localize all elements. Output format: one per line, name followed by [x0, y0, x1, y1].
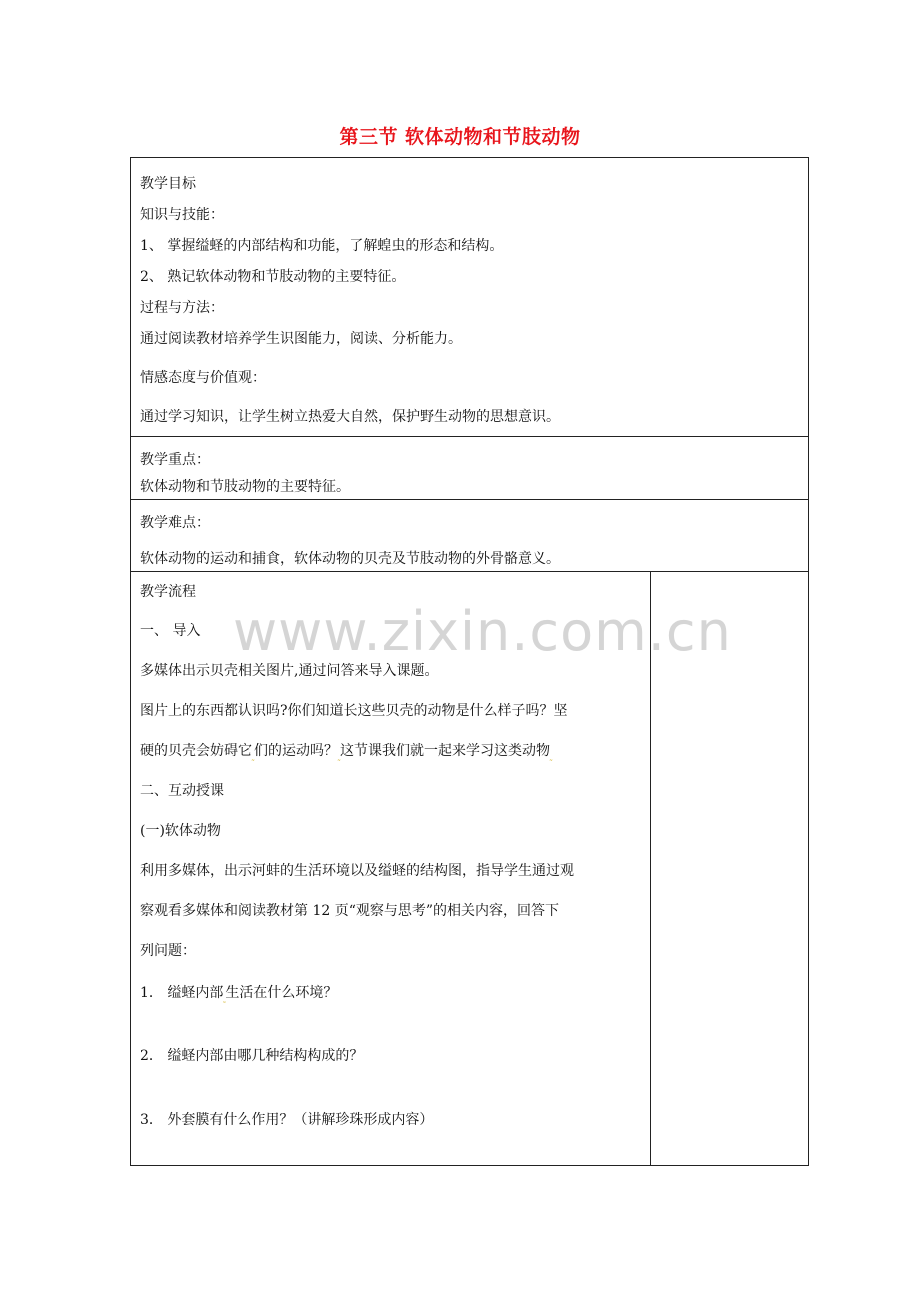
- question-line-2-part-a: 硬的贝壳会妨碍它: [140, 743, 252, 759]
- question-2: 2． 缢蛏内部由哪几种结构构成的？: [140, 1048, 364, 1064]
- question-1: [140, 985, 337, 1003]
- watermark-text: www.zixin.com.cn: [233, 600, 732, 663]
- question-1-part-a: 1． 缢蛏内部: [140, 985, 224, 1001]
- spellcheck-mark: ˷: [251, 752, 255, 761]
- objectives-heading: 教学目标: [140, 176, 196, 192]
- spellcheck-mark: ˷: [337, 752, 341, 761]
- subheading-mollusks: (一)软体动物: [140, 823, 221, 839]
- question-1-part-b: 生活在什么环境？: [225, 985, 338, 1001]
- intro-label: 一、 导入: [140, 623, 201, 639]
- paragraph-line-2: 察观看多媒体和阅读教材第 12 页“观察与思考”的相关内容，回答下: [140, 903, 560, 919]
- paragraph-line-1: 利用多媒体，出示河蚌的生活环境以及缢蛏的结构图，指导学生通过观: [140, 863, 574, 879]
- emotion-text: 通过学习知识，让学生树立热爱大自然，保护野生动物的思想意识。: [140, 409, 560, 425]
- paragraph-line-3: 列问题：: [140, 943, 196, 959]
- question-line-2-part-c: 这节课我们就一起来学习这类动物: [340, 743, 550, 759]
- process-text: 通过阅读教材培养学生识图能力，阅读、分析能力。: [140, 331, 462, 347]
- key-points-text: 软体动物和节肢动物的主要特征。: [140, 479, 350, 495]
- spellcheck-mark: ˷: [222, 994, 227, 1003]
- question-line-2: [140, 743, 552, 761]
- emotion-label: 情感态度与价值观：: [140, 370, 266, 386]
- intro-text: 多媒体出示贝壳相关图片,通过问答来导入课题。: [140, 663, 439, 679]
- process-label: 过程与方法：: [140, 300, 224, 316]
- difficulties-text: 软体动物的运动和捕食，软体动物的贝壳及节肢动物的外骨骼意义。: [140, 551, 560, 567]
- question-3: 3． 外套膜有什么作用？（讲解珍珠形成内容）: [140, 1112, 434, 1128]
- interactive-label: 二、互动授课: [140, 783, 224, 799]
- objectives-cell: [130, 157, 809, 437]
- spellcheck-mark: ˷: [549, 752, 553, 761]
- knowledge-item-2: 2、 熟记软体动物和节肢动物的主要特征。: [140, 269, 406, 285]
- knowledge-item-1: 1、 掌握缢蛏的内部结构和功能，了解蝗虫的形态和结构。: [140, 238, 504, 254]
- key-points-heading: 教学重点：: [140, 452, 210, 468]
- knowledge-label: 知识与技能：: [140, 207, 224, 223]
- page-title: 第三节 软体动物和节肢动物: [339, 126, 581, 148]
- question-line-1: 图片上的东西都认识吗?你们知道长这些贝壳的动物是什么样子吗？坚: [140, 703, 568, 719]
- difficulties-heading: 教学难点：: [140, 515, 210, 531]
- process-heading: 教学流程: [140, 584, 196, 600]
- question-line-2-part-b: 们的运动吗？: [254, 743, 338, 759]
